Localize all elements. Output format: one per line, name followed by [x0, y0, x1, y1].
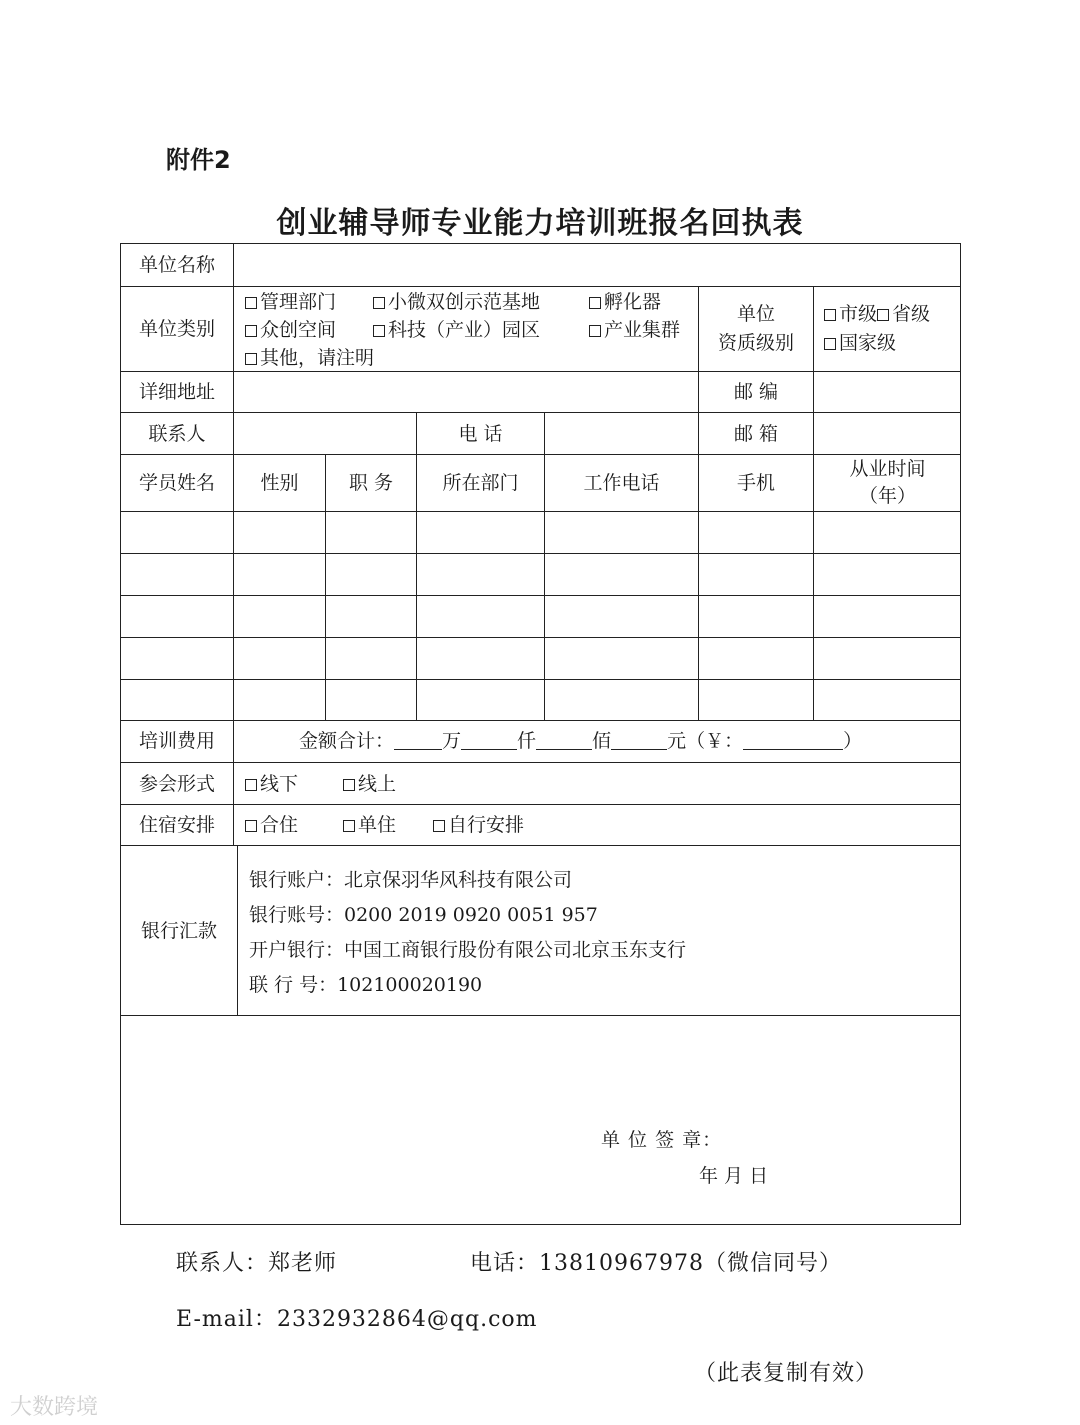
header-student-name: 学员姓名 [138, 472, 215, 494]
qualification-row-2 [824, 331, 896, 355]
option-national-level[interactable]: 国家级 [824, 331, 896, 355]
footer-email: E-mail：2332932864@qq.com [176, 1307, 538, 1332]
option-offline[interactable]: 线下 [245, 772, 343, 796]
bank-routing-number: 联 行 号：102100020190 [249, 974, 483, 996]
checkbox-icon [589, 297, 601, 309]
option-makerspace[interactable]: 众创空间 [245, 318, 373, 342]
option-province-level[interactable]: 省级 [877, 302, 930, 326]
fee-amount-line: 金额合计： 万 仟 佰 元（￥： ） [299, 730, 863, 752]
contact-field[interactable] [234, 413, 416, 454]
option-city-level[interactable]: 市级 [824, 302, 877, 326]
qualification-row-1 [824, 302, 930, 326]
unit-type-label: 单位类别 [138, 318, 215, 340]
bank-account-name: 银行账户：北京保羽华风科技有限公司 [249, 869, 573, 891]
footer-phone: 电话：13810967978（微信同号） [470, 1251, 842, 1276]
checkbox-icon [343, 820, 355, 832]
checkbox-icon [245, 820, 257, 832]
registration-form [120, 243, 961, 1225]
email-field[interactable] [814, 413, 961, 454]
option-industry-cluster[interactable]: 产业集群 [589, 318, 680, 342]
bank-label: 银行汇款 [140, 920, 217, 942]
checkbox-icon [343, 779, 355, 791]
checkbox-icon [589, 325, 601, 337]
qualification-label-2: 资质级别 [717, 332, 794, 354]
checkbox-icon [373, 325, 385, 337]
student-row[interactable] [121, 554, 961, 595]
option-tech-park[interactable]: 科技（产业）园区 [373, 318, 589, 342]
phone-label: 电 话 [458, 423, 503, 445]
checkbox-icon [877, 309, 889, 321]
header-department: 所在部门 [442, 472, 519, 494]
checkbox-icon [824, 309, 836, 321]
signature-area[interactable] [121, 1016, 961, 1224]
qualification-label-1: 单位 [736, 303, 775, 325]
footer-contact: 联系人：郑老师 [176, 1251, 338, 1276]
postcode-field[interactable] [814, 372, 961, 412]
header-years-2: （年） [858, 485, 916, 507]
fee-wan-blank[interactable] [394, 729, 442, 750]
student-row[interactable] [121, 512, 961, 553]
checkbox-icon [433, 820, 445, 832]
unit-name-field[interactable] [234, 244, 961, 286]
fee-qian-blank[interactable] [461, 729, 517, 750]
address-label: 详细地址 [138, 381, 215, 403]
address-field[interactable] [234, 372, 697, 412]
unit-type-row-1 [245, 290, 661, 314]
checkbox-icon [245, 779, 257, 791]
checkbox-icon [245, 353, 257, 365]
header-position: 职 务 [348, 472, 394, 494]
option-other[interactable]: 其他，请注明 [245, 346, 374, 370]
option-management-dept[interactable]: 管理部门 [245, 290, 373, 314]
checkbox-icon [373, 297, 385, 309]
unit-stamp-label: 单 位 签 章： [601, 1129, 723, 1151]
fee-label: 培训费用 [138, 730, 215, 752]
option-single-room[interactable]: 单住 [343, 813, 433, 837]
fee-total-blank[interactable] [743, 729, 843, 750]
copy-valid-note: （此表复制有效） [694, 1361, 879, 1386]
phone-field[interactable] [545, 413, 698, 454]
checkbox-icon [824, 338, 836, 350]
postcode-label: 邮 编 [733, 381, 779, 403]
sign-date-label: 年 月 日 [699, 1165, 769, 1187]
header-years-1: 从业时间 [849, 458, 926, 480]
header-mobile: 手机 [736, 472, 775, 494]
unit-type-row-3 [245, 346, 374, 370]
header-work-phone: 工作电话 [583, 472, 660, 494]
bank-account-number: 银行账号：0200 2019 0920 0051 957 [249, 904, 598, 926]
unit-name-label: 单位名称 [138, 254, 215, 276]
fee-bai-blank[interactable] [536, 729, 592, 750]
attend-mode-label: 参会形式 [138, 773, 215, 795]
student-row[interactable] [121, 638, 961, 679]
unit-type-row-2 [245, 318, 680, 342]
attend-mode-options [245, 772, 396, 796]
watermark: 大数跨境 [10, 1395, 99, 1420]
student-row[interactable] [121, 596, 961, 637]
lodging-label: 住宿安排 [138, 814, 215, 836]
checkbox-icon [245, 325, 257, 337]
header-gender: 性别 [260, 472, 299, 494]
option-shared-room[interactable]: 合住 [245, 813, 343, 837]
attachment-label: 附件2 [166, 146, 231, 174]
option-incubator[interactable]: 孵化器 [589, 290, 661, 314]
student-row[interactable] [121, 680, 961, 720]
checkbox-icon [245, 297, 257, 309]
option-self-arranged[interactable]: 自行安排 [433, 813, 524, 837]
option-online[interactable]: 线上 [343, 772, 396, 796]
form-title: 创业辅导师专业能力培训班报名回执表 [276, 206, 804, 241]
email-label: 邮 箱 [733, 423, 779, 445]
fee-yuan-blank[interactable] [611, 729, 667, 750]
contact-label: 联系人 [148, 423, 206, 445]
option-demo-base[interactable]: 小微双创示范基地 [373, 290, 589, 314]
lodging-options [245, 813, 524, 837]
bank-name: 开户银行：中国工商银行股份有限公司北京玉东支行 [249, 939, 687, 961]
